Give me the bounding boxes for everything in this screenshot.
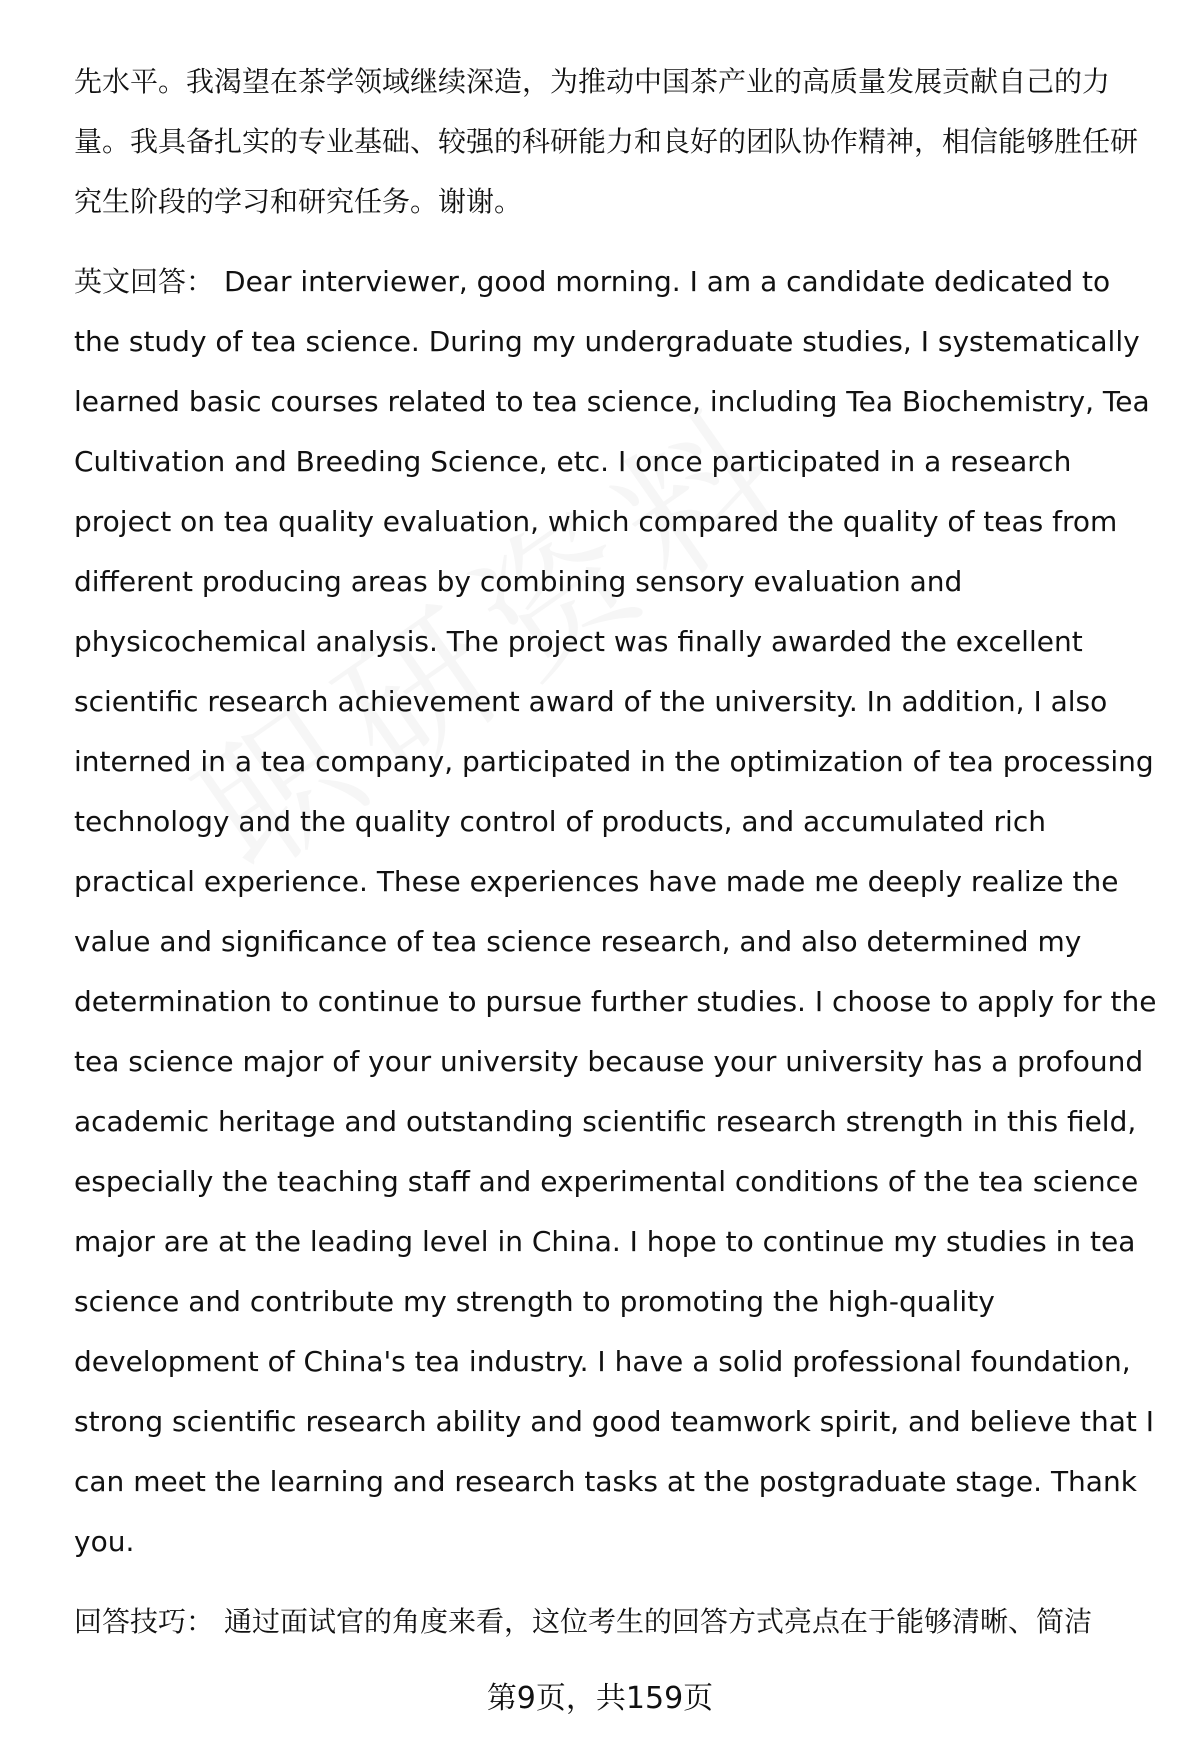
answer-tips-paragraph xyxy=(74,1592,1160,1652)
document-page xyxy=(74,52,1160,1652)
answer-tips-text: 通过面试官的角度来看，这位考生的回答方式亮点在于能够清晰、简洁 xyxy=(224,1605,1093,1638)
answer-tips-label: 回答技巧： xyxy=(74,1605,215,1638)
english-answer-text: Dear interviewer, good morning. I am a candidate dedicated to the study of tea science. During my undergraduate studies, I systematically learned basic courses related to tea science, including Tea Biochemistry, Tea Cultivation and Breeding Science, etc. I once participated in a research project on tea quality evaluation, which compared the quality of teas from different producing areas by combining sensory evaluation and physicochemical analysis. The project was finally awarded the excellent scientific research achievement award of the university. In addition, I also interned in a tea company, participated in the optimization of tea processing technology and the quality control of products, and accumulated rich practical experience. These experiences have made me deeply realize the value and significance of tea science research, and also determined my determination to continue to pursue further studies. I choose to apply for the tea science major of your university because your university has a profound academic heritage and outstanding scientific research strength in this field, especially the teaching staff and experimental conditions of the tea science major are at the leading level in China. I hope to continue my studies in tea science and contribute my strength to promoting the high-quality development of China's tea industry. I have a solid professional foundation, strong scientific research ability and good teamwork spirit, and believe that I can meet the learning and research tasks at the postgraduate stage. Thank you. xyxy=(74,265,1157,1558)
english-answer-paragraph xyxy=(74,252,1160,1572)
intro-continuation-paragraph: 先水平。我渴望在茶学领域继续深造，为推动中国茶产业的高质量发展贡献自己的力量。我具备扎实的专业基础、较强的科研能力和良好的团队协作精神，相信能够胜任研究生阶段的学习和研究任务。谢谢。 xyxy=(74,65,1139,218)
page-number-footer: 第9页，共159页 xyxy=(486,1681,714,1716)
english-answer-label: 英文回答： xyxy=(74,265,215,298)
